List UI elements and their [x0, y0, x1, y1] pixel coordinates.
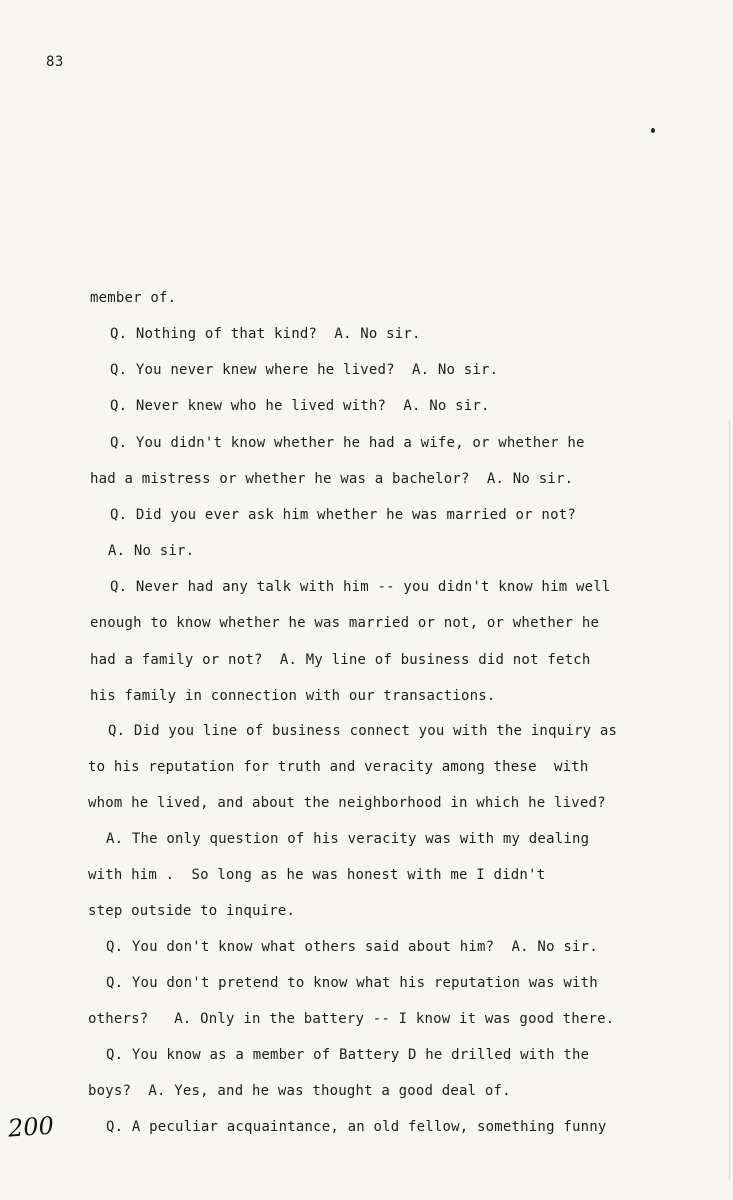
transcript-line: whom he lived, and about the neighborhood in which he lived?: [88, 795, 606, 811]
transcript-line: others? A. Only in the battery -- I know it was good there.: [88, 1011, 615, 1027]
transcript-line: with him . So long as he was honest with me I didn't: [88, 867, 546, 883]
transcript-line: Q. Never had any talk with him -- you didn't know him well: [110, 579, 611, 595]
transcript-line: to his reputation for truth and veracity among these with: [88, 759, 589, 775]
transcript-line: Q. You don't pretend to know what his reputation was with: [106, 975, 598, 991]
handwritten-margin-note: 200: [7, 1111, 55, 1143]
transcript-line: had a mistress or whether he was a bachelor? A. No sir.: [90, 471, 574, 487]
transcript-line: Q. Never knew who he lived with? A. No sir.: [110, 398, 490, 414]
transcript-line: member of.: [90, 290, 177, 306]
transcript-line: A. The only question of his veracity was with my dealing: [106, 831, 590, 847]
transcript-line: Q. You know as a member of Battery D he drilled with the: [106, 1047, 590, 1063]
transcript-line: Q. You don't know what others said about him? A. No sir.: [106, 939, 598, 955]
transcript-line: boys? A. Yes, and he was thought a good deal of.: [88, 1083, 511, 1099]
transcript-line: step outside to inquire.: [88, 903, 296, 919]
transcript-line: Q. You didn't know whether he had a wife, or whether he: [110, 435, 585, 451]
transcript-line: his family in connection with our transactions.: [90, 688, 496, 704]
transcript-line: enough to know whether he was married or not, or whether he: [90, 615, 600, 631]
transcript-line: Q. Did you line of business connect you with the inquiry as: [108, 723, 618, 739]
transcript-line: Q. Did you ever ask him whether he was married or not?: [110, 507, 576, 523]
page-number: 83: [46, 54, 64, 70]
transcript-line: had a family or not? A. My line of business did not fetch: [90, 652, 591, 668]
transcript-line: Q. Nothing of that kind? A. No sir.: [110, 326, 421, 342]
transcript-line: Q. You never knew where he lived? A. No sir.: [110, 362, 499, 378]
transcript-line: Q. A peculiar acquaintance, an old fellow, something funny: [106, 1119, 607, 1135]
transcript-line: A. No sir.: [108, 543, 195, 559]
